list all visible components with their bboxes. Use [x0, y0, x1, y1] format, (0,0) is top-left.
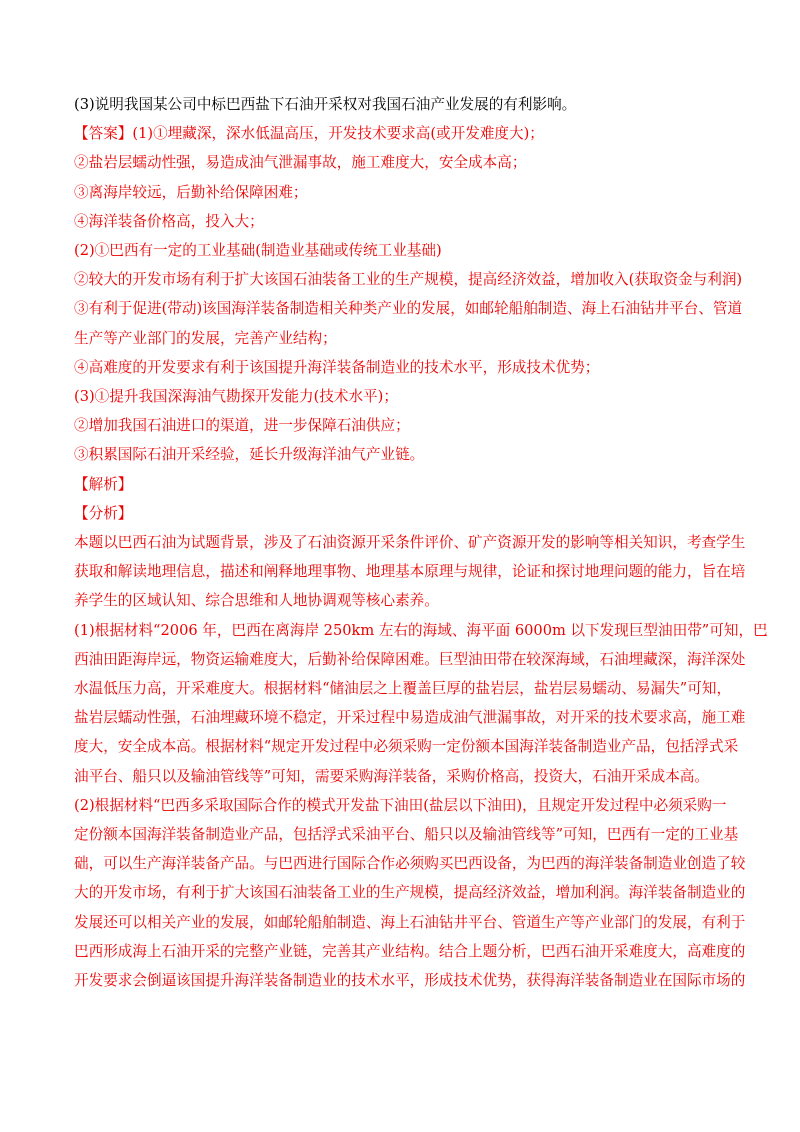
answer-line-3: ③离海岸较远，后勤补给保障困难；: [74, 183, 308, 201]
answer-line-5: (2)①巴西有一定的工业基础(制造业基础或传统工业基础): [74, 242, 442, 260]
analysis-line: 盐岩层蠕动性强，石油埋藏环境不稳定，开采过程中易造成油气泄漏事故，对开采的技术要求高，施工难: [74, 709, 746, 727]
answer-line-2: ②盐岩层蠕动性强，易造成油气泄漏事故，施工难度大，安全成本高；: [74, 154, 527, 172]
analysis-line: 西油田距海岸远，物资运输难度大，后勤补给保障困难。巨型油田带在较深海域，石油埋藏深，海洋深处: [74, 650, 746, 668]
analysis-line: 获取和解读地理信息，描述和阐释地理事物、地理基本原理与规律，论证和探讨地理问题的能力，旨在培: [74, 563, 746, 581]
analysis-line: 大的开发市场，有利于扩大该国石油装备工业的生产规模，提高经济效益，增加利润。海洋装备制造业的: [74, 884, 746, 902]
analysis-line: 度大，安全成本高。根据材料“规定开发过程中必须采购一定份额本国海洋装备制造业产品，包括浮式采: [74, 738, 739, 756]
analysis-line: 开发要求会倒逼该国提升海洋装备制造业的技术水平，形成技术优势，获得海洋装备制造业在国际市场的: [74, 972, 746, 990]
analysis-line: (2)根据材料“巴西多采取国际合作的模式开发盐下油田(盐层以下油田)，且规定开发过程中必须采购一: [74, 796, 727, 814]
answer-line-12: ③积累国际石油开采经验，延长升级海洋油气产业链。: [74, 446, 425, 464]
answer-text-1: (1)①埋藏深，深水低温高压，开发技术要求高(或开发难度大)；: [132, 125, 544, 143]
answer-line-9: ④高难度的开发要求有利于该国提升海洋装备制造业的技术水平，形成技术优势；: [74, 358, 600, 376]
analysis-label: 【解析】: [74, 475, 133, 493]
analysis-line: 养学生的区域认知、综合思维和人地协调观等核心素养。: [74, 592, 439, 610]
answer-line-8: 生产等产业部门的发展，完善产业结构；: [74, 329, 337, 347]
analysis-line: 油平台、船只以及输油管线等”可知，需要采购海洋装备，采购价格高，投资大，石油开采成本高。: [74, 767, 709, 785]
analysis-line: 巴西形成海上石油开采的完整产业链，完善其产业结构。结合上题分析，巴西石油开采难度大，高难度的: [74, 942, 746, 960]
fenxi-label: 【分析】: [74, 504, 133, 522]
answer-line-1: [74, 119, 730, 148]
answer-line-10: (3)①提升我国深海油气勘探开发能力(技术水平)；: [74, 388, 398, 406]
analysis-line: 水温低压力高，开采难度大。根据材料“储油层之上覆盖巨厚的盐岩层，盐岩层易蠕动、易漏失”可知，: [74, 680, 732, 698]
analysis-line: 发展还可以相关产业的发展，如邮轮船舶制造、海上石油钻井平台、管道生产等产业部门的发展，有利于: [74, 913, 746, 931]
answer-line-4: ④海洋装备价格高，投入大；: [74, 212, 264, 230]
analysis-line: 本题以巴西石油为试题背景，涉及了石油资源开采条件评价、矿产资源开发的影响等相关知识，考查学生: [74, 534, 746, 552]
analysis-line: 础，可以生产海洋装备产品。与巴西进行国际合作必须购买巴西设备，为巴西的海洋装备制造业创造了较: [74, 855, 746, 873]
question-3: (3)说明我国某公司中标巴西盐下石油开采权对我国石油产业发展的有利影响。: [74, 96, 577, 113]
answer-line-11: ②增加我国石油进口的渠道，进一步保障石油供应；: [74, 417, 410, 435]
answer-line-7: ③有利于促进(带动)该国海洋装备制造相关种类产业的发展，如邮轮船舶制造、海上石油钻井平台、管道: [74, 300, 743, 318]
answer-line-6: ②较大的开发市场有利于扩大该国石油装备工业的生产规模，提高经济效益，增加收入(获取资金与利润): [74, 271, 743, 289]
analysis-line: 定份额本国海洋装备制造业产品，包括浮式采油平台、船只以及输油管线等”可知，巴西有一定的工业基: [74, 826, 739, 844]
answer-label: 【答案】: [74, 125, 133, 143]
document-page: [74, 90, 768, 995]
analysis-line: (1)根据材料“2006 年，巴西在离海岸 250km 左右的海域、海平面 6000m 以下发现巨型油田带”可知，巴: [74, 621, 768, 639]
